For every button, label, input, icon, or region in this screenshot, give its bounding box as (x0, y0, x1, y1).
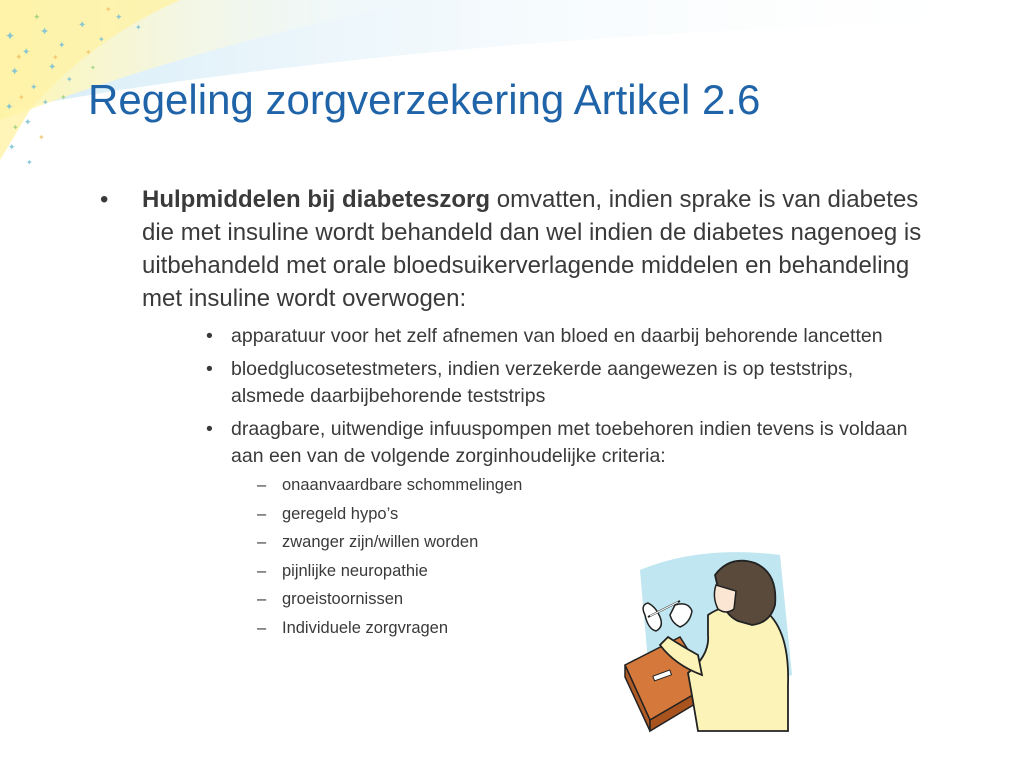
svg-text:✦: ✦ (26, 158, 33, 167)
sub-bullet-item (100, 416, 930, 470)
svg-text:✦: ✦ (66, 75, 73, 84)
woman-testing-blood-clipart (620, 545, 795, 735)
sub-bullet-item (100, 323, 930, 350)
bullet-icon: • (206, 358, 213, 380)
sub-bullet-text: draagbare, uitwendige infuuspompen met toebehoren indien tevens is voldaan aan een van de volgende zorginhoudelijke criteria: (231, 418, 908, 467)
svg-text:✦: ✦ (24, 117, 32, 127)
criteria-list (100, 474, 930, 639)
bullet-icon: • (100, 186, 109, 213)
criteria-text: onaanvaardbare schommelingen (282, 476, 523, 494)
dash-icon: – (257, 561, 267, 580)
dash-icon: – (257, 618, 267, 637)
svg-text:✦: ✦ (85, 48, 92, 57)
main-bullet (100, 183, 930, 315)
svg-text:✦: ✦ (105, 5, 112, 14)
svg-text:✦: ✦ (15, 52, 23, 62)
criteria-text: pijnlijke neuropathie (282, 561, 428, 580)
criteria-item (100, 503, 930, 525)
svg-text:✦: ✦ (115, 12, 123, 22)
svg-text:✦: ✦ (58, 40, 66, 50)
dash-icon: – (257, 504, 267, 523)
criteria-item (100, 560, 930, 582)
sub-bullet-text: apparatuur voor het zelf afnemen van bloed en daarbij behorende lancetten (231, 325, 883, 347)
svg-text:✦: ✦ (98, 35, 105, 44)
criteria-text: zwanger zijn/willen worden (282, 533, 479, 552)
dash-icon: – (257, 590, 267, 609)
dash-icon: – (257, 533, 267, 552)
main-bullet-text: omvatten, indien sprake is van diabetes die met insuline wordt behandeld dan wel indien de diabetes nagenoeg is uitbehandeld met orale bloedsuikerverlagende middelen en behandeling met insuline wordt overwogen: (142, 186, 922, 312)
svg-text:✦: ✦ (5, 29, 16, 43)
slide-content (100, 183, 930, 646)
criteria-item (100, 531, 930, 553)
svg-text:✦: ✦ (52, 53, 59, 62)
svg-text:✦: ✦ (33, 12, 41, 22)
svg-text:✦: ✦ (5, 102, 14, 113)
main-bullet-bold: Hulpmiddelen bij diabeteszorg (142, 186, 491, 213)
bullet-icon: • (206, 418, 213, 440)
svg-text:✦: ✦ (42, 98, 49, 107)
svg-text:✦: ✦ (38, 133, 45, 142)
sub-bullet-item (100, 356, 930, 410)
criteria-item (100, 588, 930, 610)
svg-text:✦: ✦ (40, 26, 50, 38)
dash-icon: – (257, 476, 267, 494)
svg-text:✦: ✦ (60, 93, 67, 102)
svg-text:✦: ✦ (30, 82, 38, 92)
svg-text:✦: ✦ (90, 65, 96, 72)
svg-text:✦: ✦ (10, 66, 20, 78)
sub-bullet-list (100, 323, 930, 470)
sub-bullet-text: bloedglucosetestmeters, indien verzekerde aangewezen is op teststrips, alsmede daarbijbehorende teststrips (231, 358, 854, 407)
slide-title: Regeling zorgverzekering Artikel 2.6 (88, 76, 761, 123)
criteria-text: Individuele zorgvragen (282, 618, 449, 637)
svg-text:✦: ✦ (135, 23, 142, 32)
criteria-text: groeistoornissen (282, 590, 404, 609)
svg-text:✦: ✦ (78, 20, 87, 31)
svg-text:✦: ✦ (22, 47, 31, 58)
svg-text:✦: ✦ (12, 123, 19, 132)
svg-text:✦: ✦ (8, 142, 16, 152)
bullet-icon: • (206, 325, 213, 347)
criteria-text: geregeld hypo’s (282, 504, 399, 523)
criteria-item (100, 474, 930, 496)
svg-text:✦: ✦ (48, 62, 57, 73)
criteria-item (100, 617, 930, 639)
svg-text:✦: ✦ (18, 93, 25, 102)
